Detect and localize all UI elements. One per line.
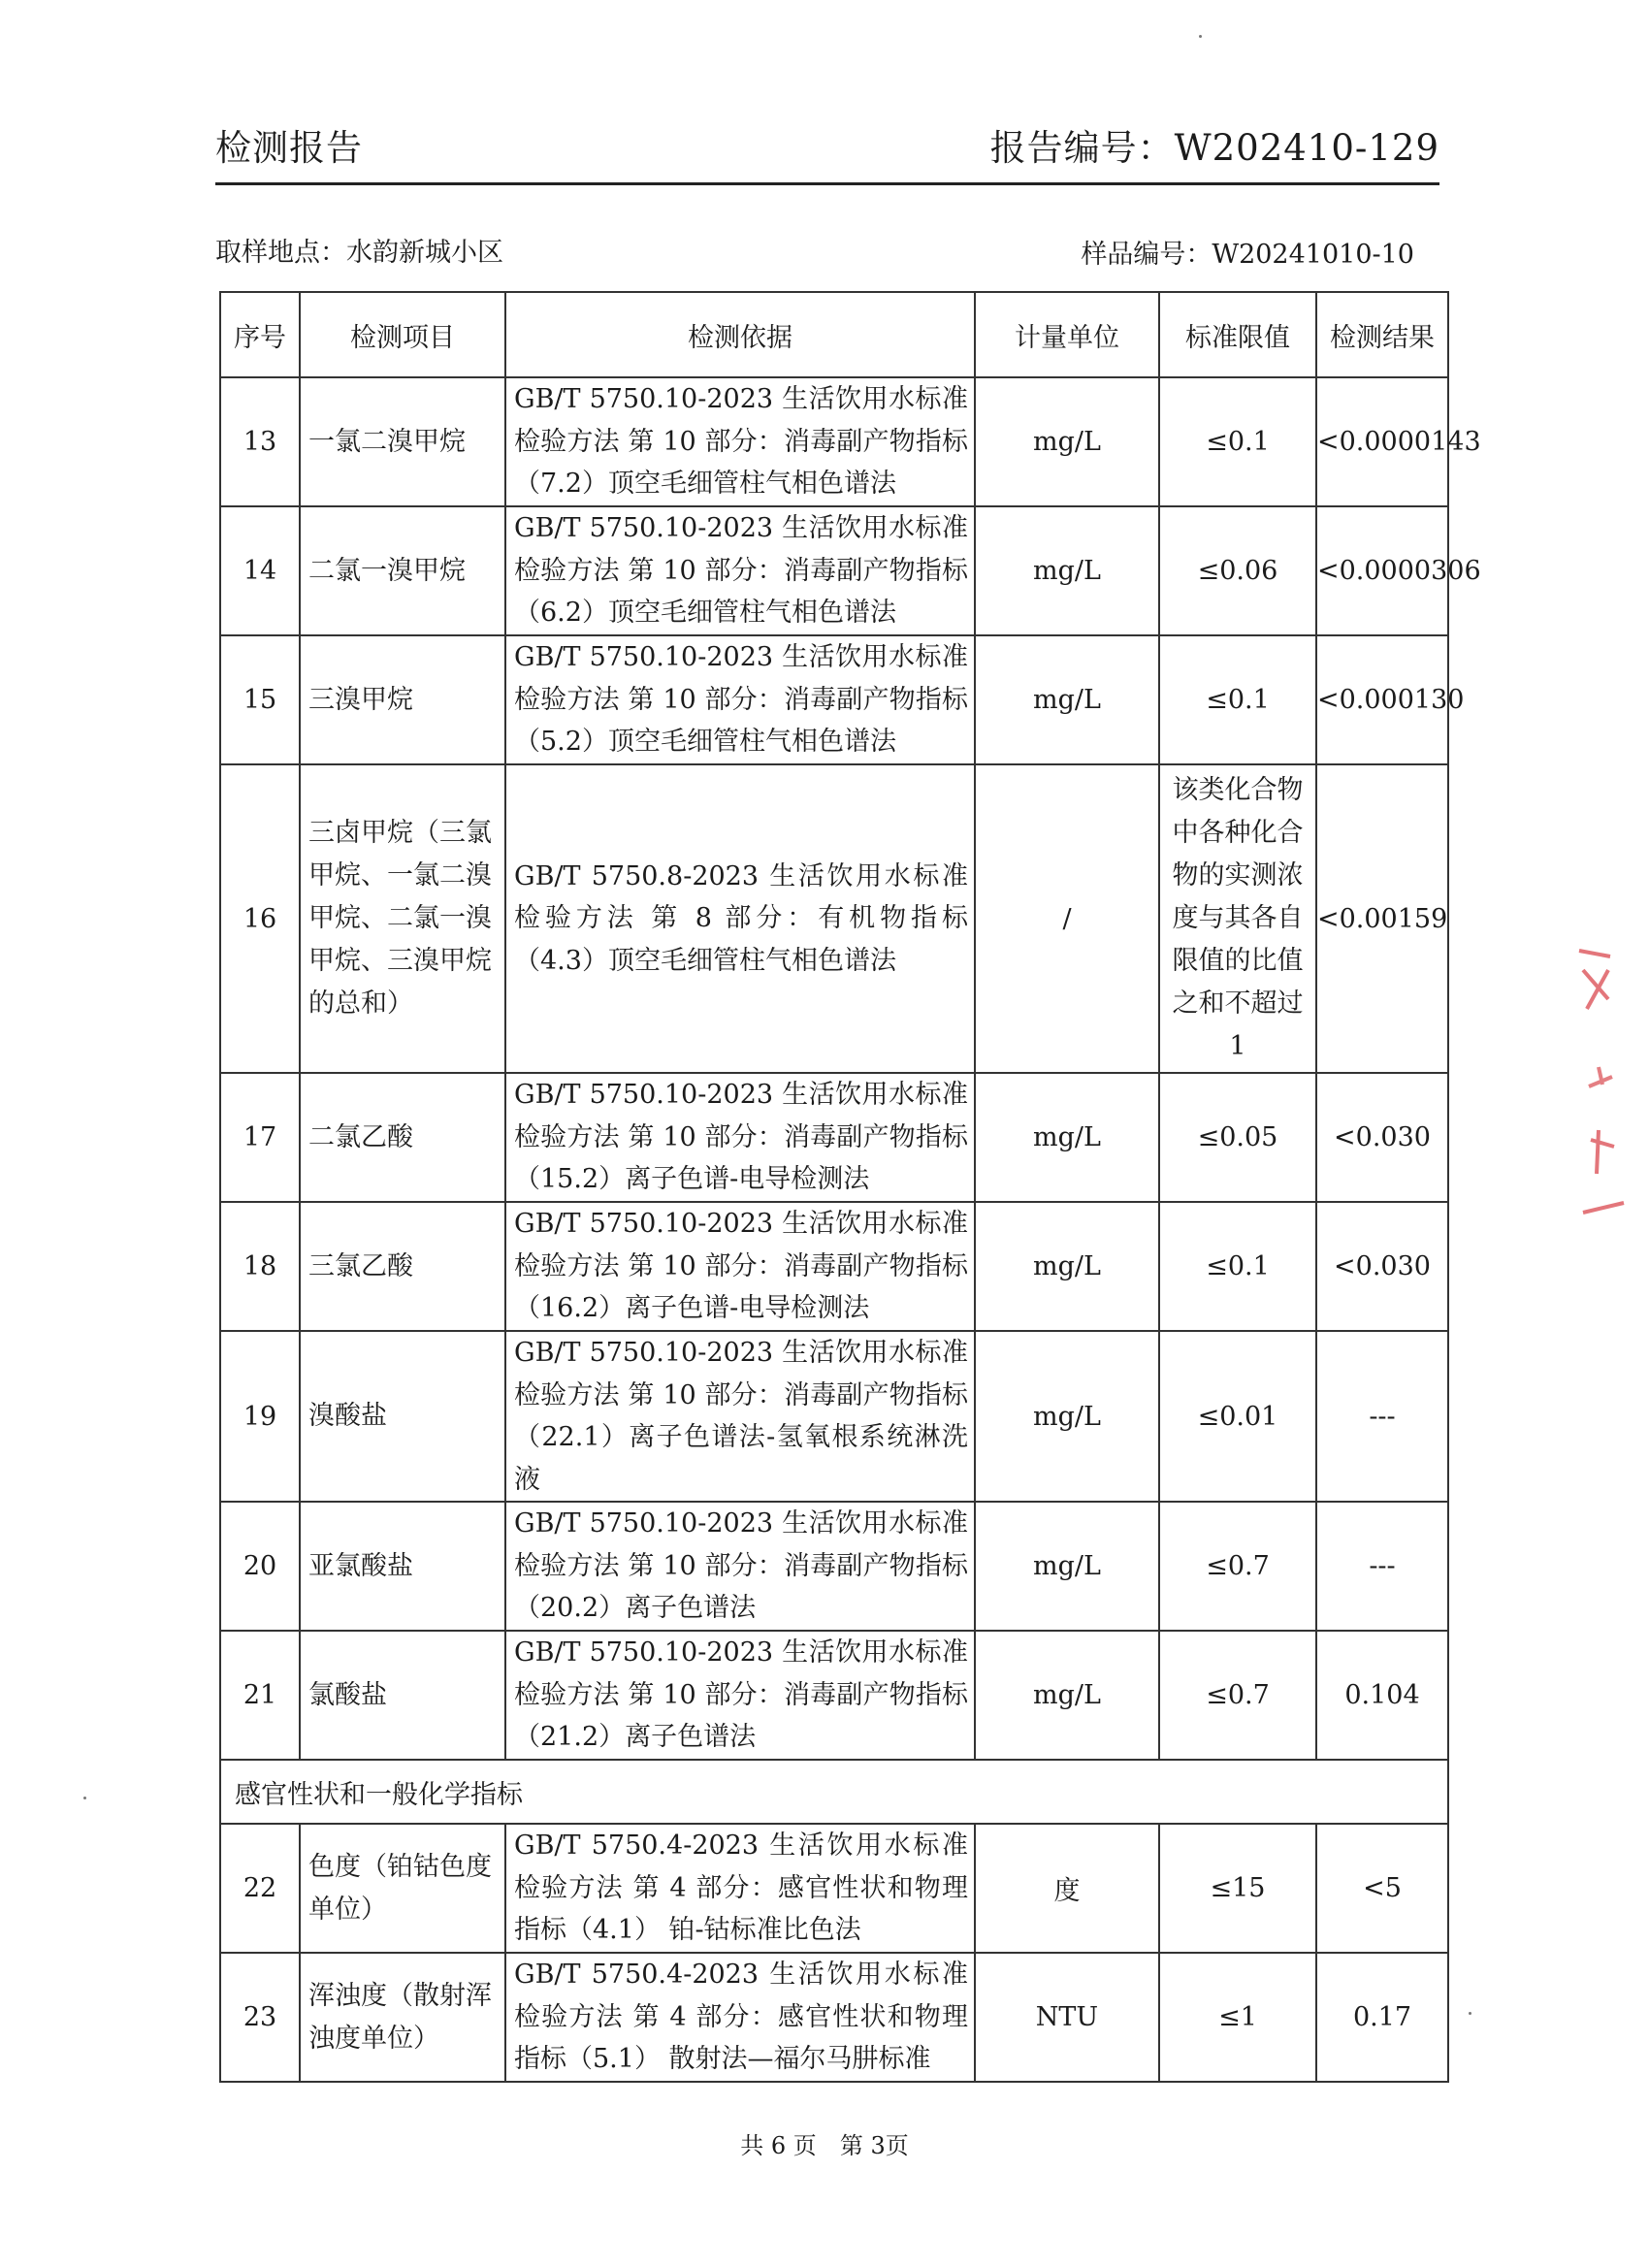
row-item: 一氯二溴甲烷 [300, 377, 505, 506]
row-item: 三氯乙酸 [300, 1202, 505, 1331]
col-header-item: 检测项目 [300, 292, 505, 377]
row-no: 23 [220, 1953, 300, 2082]
row-basis: GB/T 5750.4-2023 生活饮用水标准检验方法 第 4 部分：感官性状和物理指标（4.1） 铂-钴标准比色法 [505, 1824, 975, 1953]
sample-number-label: 样品编号： [1081, 240, 1212, 270]
total-pages: 共 6 页 [740, 2132, 817, 2159]
row-no: 17 [220, 1073, 300, 1202]
stamp-mark-top [1579, 951, 1610, 1009]
table-row [220, 377, 1448, 506]
row-unit: mg/L [975, 635, 1159, 764]
row-item: 二氯乙酸 [300, 1073, 505, 1202]
row-limit: ≤0.06 [1159, 506, 1316, 635]
col-header-limit: 标准限值 [1159, 292, 1316, 377]
row-item: 二氯一溴甲烷 [300, 506, 505, 635]
section-title: 感官性状和一般化学指标 [220, 1760, 1448, 1824]
row-basis: GB/T 5750.10-2023 生活饮用水标准检验方法 第 10 部分：消毒副产物指标（15.2）离子色谱-电导检测法 [505, 1073, 975, 1202]
table-row [220, 1953, 1448, 2082]
seal-stamp-edge [1569, 931, 1628, 1242]
scan-speck [83, 1797, 86, 1799]
table-row [220, 1631, 1448, 1760]
row-unit: mg/L [975, 377, 1159, 506]
row-basis: GB/T 5750.10-2023 生活饮用水标准检验方法 第 10 部分：消毒副产物指标（20.2）离子色谱法 [505, 1502, 975, 1631]
row-no: 22 [220, 1824, 300, 1953]
row-item: 亚氯酸盐 [300, 1502, 505, 1631]
table-row [220, 1202, 1448, 1331]
row-result: <0.0000143 [1316, 377, 1448, 506]
row-limit: ≤0.1 [1159, 635, 1316, 764]
row-basis: GB/T 5750.10-2023 生活饮用水标准检验方法 第 10 部分：消毒副产物指标（7.2）顶空毛细管柱气相色谱法 [505, 377, 975, 506]
header-divider [215, 182, 1439, 185]
row-limit: 该类化合物中各种化合物的实测浓度与其各自限值的比值之和不超过1 [1159, 764, 1316, 1073]
scan-speck [1469, 2012, 1471, 2015]
row-basis: GB/T 5750.10-2023 生活饮用水标准检验方法 第 10 部分：消毒副产物指标（22.1）离子色谱法-氢氧根系统淋洗液 [505, 1331, 975, 1502]
row-no: 15 [220, 635, 300, 764]
table-row [220, 1824, 1448, 1953]
row-result: 0.104 [1316, 1631, 1448, 1760]
sampling-location-label: 取样地点： [215, 238, 346, 268]
row-result: <0.030 [1316, 1073, 1448, 1202]
table-row [220, 1073, 1448, 1202]
row-unit: mg/L [975, 1073, 1159, 1202]
scan-speck [1199, 35, 1202, 38]
row-no: 14 [220, 506, 300, 635]
row-no: 13 [220, 377, 300, 506]
row-item: 三溴甲烷 [300, 635, 505, 764]
row-limit: ≤0.7 [1159, 1631, 1316, 1760]
row-unit: mg/L [975, 1502, 1159, 1631]
col-header-unit: 计量单位 [975, 292, 1159, 377]
report-title: 检测报告 [215, 127, 363, 169]
row-item: 溴酸盐 [300, 1331, 505, 1502]
row-unit: mg/L [975, 506, 1159, 635]
row-no: 21 [220, 1631, 300, 1760]
row-item: 浑浊度（散射浑浊度单位） [300, 1953, 505, 2082]
table-row [220, 1502, 1448, 1631]
row-unit: mg/L [975, 1631, 1159, 1760]
report-number [990, 118, 1439, 171]
table-row [220, 506, 1448, 635]
table-row [220, 635, 1448, 764]
row-result: --- [1316, 1502, 1448, 1631]
row-basis: GB/T 5750.10-2023 生活饮用水标准检验方法 第 10 部分：消毒副产物指标（6.2）顶空毛细管柱气相色谱法 [505, 506, 975, 635]
table-row [220, 764, 1448, 1073]
row-result: <0.000130 [1316, 635, 1448, 764]
row-result: <0.00159 [1316, 764, 1448, 1073]
row-result: <0.030 [1316, 1202, 1448, 1331]
row-unit: mg/L [975, 1202, 1159, 1331]
page-footer [0, 2126, 1649, 2160]
sampling-location-value: 水韵新城小区 [346, 238, 503, 268]
col-header-result: 检测结果 [1316, 292, 1448, 377]
stamp-mark-middle [1589, 1067, 1612, 1086]
col-header-no: 序号 [220, 292, 300, 377]
row-result: --- [1316, 1331, 1448, 1502]
row-basis: GB/T 5750.4-2023 生活饮用水标准检验方法 第 4 部分：感官性状和物理指标（5.1） 散射法—福尔马肼标准 [505, 1953, 975, 2082]
row-item: 色度（铂钴色度单位） [300, 1824, 505, 1953]
col-header-basis: 检测依据 [505, 292, 975, 377]
sampling-location [215, 231, 503, 269]
row-limit: ≤0.1 [1159, 377, 1316, 506]
section-row [220, 1760, 1448, 1824]
results-table [219, 291, 1481, 2083]
row-item: 氯酸盐 [300, 1631, 505, 1760]
row-no: 16 [220, 764, 300, 1073]
row-limit: ≤1 [1159, 1953, 1316, 2082]
row-limit: ≤15 [1159, 1824, 1316, 1953]
row-limit: ≤0.1 [1159, 1202, 1316, 1331]
row-limit: ≤0.7 [1159, 1502, 1316, 1631]
row-unit: / [975, 764, 1159, 1073]
table-header-row [220, 292, 1448, 377]
row-basis: GB/T 5750.10-2023 生活饮用水标准检验方法 第 10 部分：消毒副产物指标（16.2）离子色谱-电导检测法 [505, 1202, 975, 1331]
row-result: 0.17 [1316, 1953, 1448, 2082]
row-basis: GB/T 5750.8-2023 生活饮用水标准检验方法 第 8 部分：有机物指标（4.3）顶空毛细管柱气相色谱法 [505, 764, 975, 1073]
sample-number-value: W20241010-10 [1212, 240, 1414, 270]
row-item: 三卤甲烷（三氯甲烷、一氯二溴甲烷、二氯一溴甲烷、三溴甲烷的总和） [300, 764, 505, 1073]
row-limit: ≤0.05 [1159, 1073, 1316, 1202]
report-number-value: W202410-129 [1174, 127, 1439, 169]
row-basis: GB/T 5750.10-2023 生活饮用水标准检验方法 第 10 部分：消毒副产物指标（21.2）离子色谱法 [505, 1631, 975, 1760]
stamp-mark-bottom [1583, 1130, 1624, 1213]
report-number-label: 报告编号： [989, 127, 1175, 169]
row-no: 19 [220, 1331, 300, 1502]
row-limit: ≤0.01 [1159, 1331, 1316, 1502]
sample-number [1081, 233, 1414, 271]
row-result: <5 [1316, 1824, 1448, 1953]
current-page: 第 3页 [839, 2132, 909, 2159]
table-row [220, 1331, 1448, 1502]
row-no: 18 [220, 1202, 300, 1331]
row-unit: mg/L [975, 1331, 1159, 1502]
row-unit: NTU [975, 1953, 1159, 2082]
row-result: <0.0000306 [1316, 506, 1448, 635]
row-unit: 度 [975, 1824, 1159, 1953]
row-no: 20 [220, 1502, 300, 1631]
row-basis: GB/T 5750.10-2023 生活饮用水标准检验方法 第 10 部分：消毒副产物指标（5.2）顶空毛细管柱气相色谱法 [505, 635, 975, 764]
